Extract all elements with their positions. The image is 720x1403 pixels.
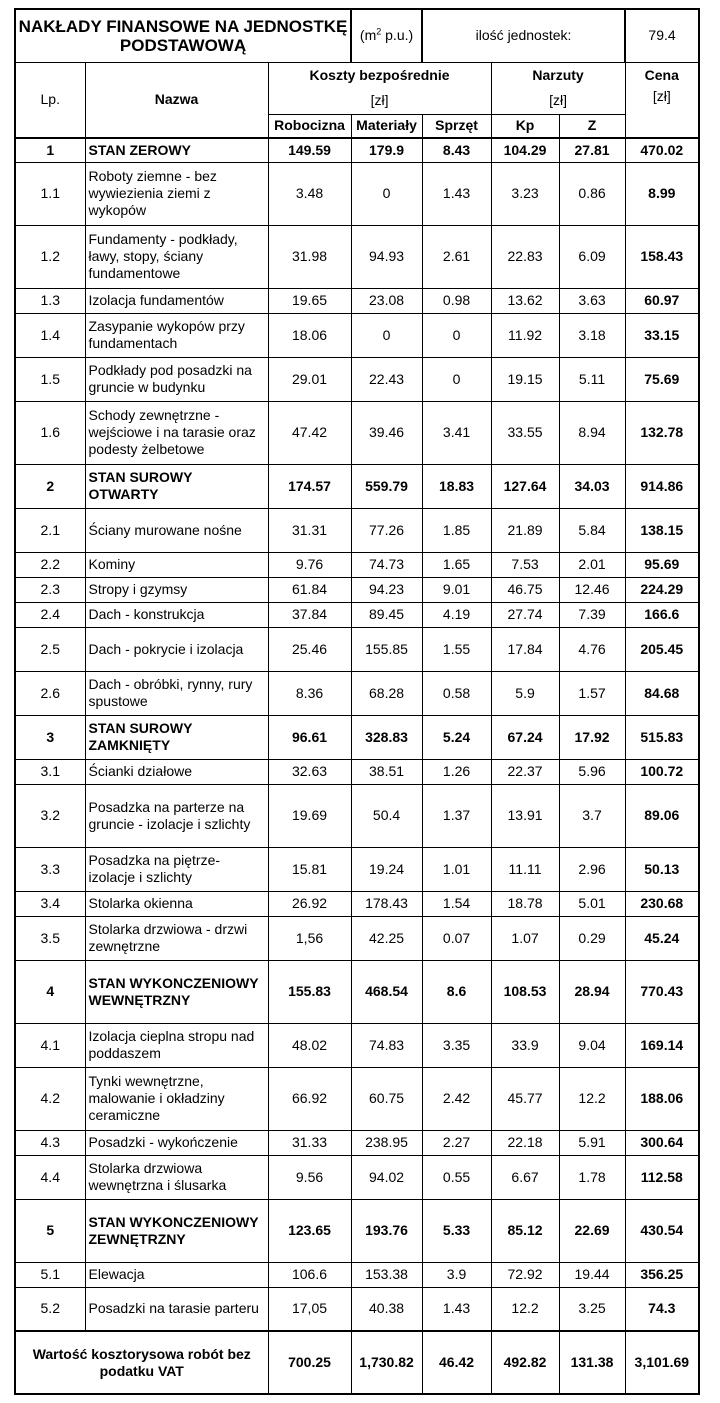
price-cell: 60.97: [625, 288, 699, 313]
name-cell: Zasypanie wykopów przy fundamentach: [85, 313, 268, 357]
kp-cell: 7.53: [491, 552, 559, 577]
price-cell: 8.99: [625, 162, 699, 225]
kp-cell: 11.11: [491, 847, 559, 891]
lp-cell: 1.4: [15, 313, 85, 357]
price-cell: 515.83: [625, 715, 699, 759]
labor-cell: 19.69: [268, 784, 351, 847]
labor-cell: 29.01: [268, 357, 351, 401]
equipment-cell: 1.26: [422, 759, 491, 784]
equipment-cell: 0.55: [422, 1155, 491, 1199]
z-cell: 17.92: [559, 715, 625, 759]
z-cell: 1.78: [559, 1155, 625, 1199]
price-cell: 45.24: [625, 916, 699, 960]
kp-cell: 27.74: [491, 602, 559, 627]
materials-total: 1,730.82: [351, 1331, 422, 1394]
lp-cell: 5.1: [15, 1262, 85, 1287]
price-cell: 224.29: [625, 577, 699, 602]
labor-cell: 32.63: [268, 759, 351, 784]
materials-cell: 74.73: [351, 552, 422, 577]
kp-header: Kp: [491, 114, 559, 138]
table-row: [15, 357, 699, 401]
labor-cell: 8.36: [268, 671, 351, 715]
materials-cell: 22.43: [351, 357, 422, 401]
units-count-label: ilość jednostek:: [422, 9, 625, 62]
labor-cell: 48.02: [268, 1023, 351, 1067]
labor-cell: 25.46: [268, 627, 351, 671]
labor-cell: 15.81: [268, 847, 351, 891]
kp-cell: 22.83: [491, 225, 559, 288]
name-cell: STAN WYKONCZENIOWY ZEWNĘTRZNY: [85, 1199, 268, 1262]
name-cell: Posadzki - wykończenie: [85, 1130, 268, 1155]
cost-table: [14, 8, 700, 1395]
kp-cell: 85.12: [491, 1199, 559, 1262]
materials-cell: 89.45: [351, 602, 422, 627]
materials-cell: 50.4: [351, 784, 422, 847]
name-cell: Izolacja fundamentów: [85, 288, 268, 313]
labor-cell: 19.65: [268, 288, 351, 313]
z-header: Z: [559, 114, 625, 138]
name-cell: Stolarka drzwiowa wewnętrzna i ślusarka: [85, 1155, 268, 1199]
price-cell: 138.15: [625, 508, 699, 552]
lp-cell: 1.2: [15, 225, 85, 288]
z-cell: 3.18: [559, 313, 625, 357]
section-row: [15, 960, 699, 1023]
equipment-cell: 8.6: [422, 960, 491, 1023]
section-row: [15, 1199, 699, 1262]
name-cell: STAN SUROWY ZAMKNIĘTY: [85, 715, 268, 759]
price-cell: 205.45: [625, 627, 699, 671]
labor-cell: 47.42: [268, 401, 351, 464]
table-row: [15, 1067, 699, 1130]
section-row: [15, 464, 699, 508]
kp-cell: 3.23: [491, 162, 559, 225]
price-cell: 169.14: [625, 1023, 699, 1067]
name-cell: Ścianki działowe: [85, 759, 268, 784]
z-cell: 8.94: [559, 401, 625, 464]
materials-cell: 238.95: [351, 1130, 422, 1155]
materials-cell: 77.26: [351, 508, 422, 552]
labor-cell: 17,05: [268, 1287, 351, 1331]
labor-cell: 96.61: [268, 715, 351, 759]
materials-cell: 74.83: [351, 1023, 422, 1067]
equipment-cell: 1.43: [422, 1287, 491, 1331]
z-cell: 12.46: [559, 577, 625, 602]
table-row: [15, 288, 699, 313]
table-row: [15, 1130, 699, 1155]
equipment-cell: 1.65: [422, 552, 491, 577]
labor-header: Robocizna: [268, 114, 351, 138]
table-row: [15, 401, 699, 464]
price-cell: 84.68: [625, 671, 699, 715]
kp-cell: 45.77: [491, 1067, 559, 1130]
kp-cell: 5.9: [491, 671, 559, 715]
price-total: 3,101.69: [625, 1331, 699, 1394]
kp-cell: 13.62: [491, 288, 559, 313]
table-row: [15, 891, 699, 916]
z-cell: 5.91: [559, 1130, 625, 1155]
equipment-cell: 0.98: [422, 288, 491, 313]
lp-cell: 4.4: [15, 1155, 85, 1199]
lp-cell: 5.2: [15, 1287, 85, 1331]
equipment-cell: 2.42: [422, 1067, 491, 1130]
materials-cell: 39.46: [351, 401, 422, 464]
materials-cell: 153.38: [351, 1262, 422, 1287]
kp-cell: 17.84: [491, 627, 559, 671]
materials-cell: 60.75: [351, 1067, 422, 1130]
kp-cell: 11.92: [491, 313, 559, 357]
section-row: [15, 138, 699, 162]
materials-cell: 42.25: [351, 916, 422, 960]
name-cell: Izolacja cieplna stropu nad poddaszem: [85, 1023, 268, 1067]
price-unit: [zł]: [625, 88, 699, 138]
lp-cell: 2.4: [15, 602, 85, 627]
z-cell: 5.11: [559, 357, 625, 401]
equipment-cell: 2.61: [422, 225, 491, 288]
materials-cell: 23.08: [351, 288, 422, 313]
lp-cell: 2.2: [15, 552, 85, 577]
kp-cell: 104.29: [491, 138, 559, 162]
kp-cell: 12.2: [491, 1287, 559, 1331]
lp-header: Lp.: [15, 62, 85, 138]
name-cell: Roboty ziemne - bez wywiezienia ziemi z wykopów: [85, 162, 268, 225]
name-cell: Elewacja: [85, 1262, 268, 1287]
materials-cell: 0: [351, 162, 422, 225]
z-cell: 0.86: [559, 162, 625, 225]
labor-cell: 149.59: [268, 138, 351, 162]
z-cell: 3.7: [559, 784, 625, 847]
equipment-cell: 3.41: [422, 401, 491, 464]
lp-cell: 3.2: [15, 784, 85, 847]
name-cell: Dach - pokrycie i izolacja: [85, 627, 268, 671]
lp-cell: 2.3: [15, 577, 85, 602]
price-cell: 50.13: [625, 847, 699, 891]
name-cell: Stropy i gzymsy: [85, 577, 268, 602]
lp-cell: 3: [15, 715, 85, 759]
table-row: [15, 627, 699, 671]
z-cell: 3.25: [559, 1287, 625, 1331]
table-row: [15, 602, 699, 627]
total-row: [15, 1331, 699, 1394]
equipment-cell: 3.9: [422, 1262, 491, 1287]
kp-cell: 67.24: [491, 715, 559, 759]
unit-label: ($m^2$ p.u.): [351, 9, 422, 62]
name-cell: Posadzka na piętrze- izolacje i szlichty: [85, 847, 268, 891]
name-cell: Stolarka okienna: [85, 891, 268, 916]
materials-cell: 179.9: [351, 138, 422, 162]
table-row: [15, 916, 699, 960]
z-cell: 19.44: [559, 1262, 625, 1287]
name-cell: STAN ZEROWY: [85, 138, 268, 162]
units-count-value: 79.4: [625, 9, 699, 62]
equipment-cell: 2.27: [422, 1130, 491, 1155]
materials-cell: 178.43: [351, 891, 422, 916]
price-cell: 770.43: [625, 960, 699, 1023]
labor-cell: 31.33: [268, 1130, 351, 1155]
labor-cell: 174.57: [268, 464, 351, 508]
equipment-header: Sprzęt: [422, 114, 491, 138]
price-cell: 300.64: [625, 1130, 699, 1155]
price-cell: 95.69: [625, 552, 699, 577]
table-row: [15, 313, 699, 357]
lp-cell: 4.1: [15, 1023, 85, 1067]
equipment-cell: 1.85: [422, 508, 491, 552]
z-cell: 5.01: [559, 891, 625, 916]
name-cell: Kominy: [85, 552, 268, 577]
equipment-cell: 1.43: [422, 162, 491, 225]
surcharges-unit: [zł]: [491, 88, 625, 114]
materials-header: Materiały: [351, 114, 422, 138]
lp-cell: 4: [15, 960, 85, 1023]
lp-cell: 1.5: [15, 357, 85, 401]
name-cell: Schody zewnętrzne - wejściowe i na tarasie oraz podesty żelbetowe: [85, 401, 268, 464]
equipment-cell: 1.01: [422, 847, 491, 891]
kp-cell: 108.53: [491, 960, 559, 1023]
equipment-cell: 18.83: [422, 464, 491, 508]
labor-cell: 123.65: [268, 1199, 351, 1262]
labor-cell: 66.92: [268, 1067, 351, 1130]
labor-cell: 18.06: [268, 313, 351, 357]
materials-cell: 94.93: [351, 225, 422, 288]
z-cell: 2.01: [559, 552, 625, 577]
equipment-cell: 1.37: [422, 784, 491, 847]
materials-cell: 94.23: [351, 577, 422, 602]
lp-cell: 2: [15, 464, 85, 508]
z-cell: 1.57: [559, 671, 625, 715]
name-cell: Fundamenty - podkłady, ławy, stopy, ściany fundamentowe: [85, 225, 268, 288]
name-cell: STAN SUROWY OTWARTY: [85, 464, 268, 508]
name-header: Nazwa: [85, 62, 268, 138]
z-cell: 27.81: [559, 138, 625, 162]
section-row: [15, 715, 699, 759]
direct-costs-unit: [zł]: [268, 88, 491, 114]
table-row: [15, 1023, 699, 1067]
lp-cell: 5: [15, 1199, 85, 1262]
labor-cell: 3.48: [268, 162, 351, 225]
z-cell: 5.96: [559, 759, 625, 784]
z-cell: 9.04: [559, 1023, 625, 1067]
z-cell: 0.29: [559, 916, 625, 960]
price-cell: 188.06: [625, 1067, 699, 1130]
labor-cell: 37.84: [268, 602, 351, 627]
lp-cell: 2.1: [15, 508, 85, 552]
equipment-cell: 3.35: [422, 1023, 491, 1067]
equipment-cell: 5.33: [422, 1199, 491, 1262]
price-cell: 74.3: [625, 1287, 699, 1331]
materials-cell: 559.79: [351, 464, 422, 508]
z-cell: 7.39: [559, 602, 625, 627]
total-label: Wartość kosztorysowa robót bez podatku VAT: [15, 1331, 268, 1394]
price-cell: 430.54: [625, 1199, 699, 1262]
labor-total: 700.25: [268, 1331, 351, 1394]
price-cell: 914.86: [625, 464, 699, 508]
z-cell: 28.94: [559, 960, 625, 1023]
materials-cell: 155.85: [351, 627, 422, 671]
labor-cell: 155.83: [268, 960, 351, 1023]
table-row: [15, 847, 699, 891]
z-cell: 34.03: [559, 464, 625, 508]
materials-cell: 468.54: [351, 960, 422, 1023]
kp-cell: 33.9: [491, 1023, 559, 1067]
equipment-total: 46.42: [422, 1331, 491, 1394]
price-cell: 470.02: [625, 138, 699, 162]
lp-cell: 1.6: [15, 401, 85, 464]
table-row: [15, 759, 699, 784]
labor-cell: 61.84: [268, 577, 351, 602]
name-cell: Posadzka na parterze na gruncie - izolacje i szlichty: [85, 784, 268, 847]
lp-cell: 3.1: [15, 759, 85, 784]
materials-cell: 94.02: [351, 1155, 422, 1199]
equipment-cell: 0: [422, 313, 491, 357]
kp-cell: 19.15: [491, 357, 559, 401]
equipment-cell: 9.01: [422, 577, 491, 602]
materials-cell: 0: [351, 313, 422, 357]
equipment-cell: 0: [422, 357, 491, 401]
name-cell: Ściany murowane nośne: [85, 508, 268, 552]
kp-cell: 6.67: [491, 1155, 559, 1199]
table-row: [15, 1262, 699, 1287]
table-row: [15, 552, 699, 577]
price-cell: 230.68: [625, 891, 699, 916]
materials-cell: 328.83: [351, 715, 422, 759]
kp-cell: 1.07: [491, 916, 559, 960]
labor-cell: 9.76: [268, 552, 351, 577]
name-cell: Tynki wewnętrzne, malowanie i okładziny ceramiczne: [85, 1067, 268, 1130]
lp-cell: 1: [15, 138, 85, 162]
materials-cell: 193.76: [351, 1199, 422, 1262]
lp-cell: 4.3: [15, 1130, 85, 1155]
lp-cell: 3.5: [15, 916, 85, 960]
labor-cell: 9.56: [268, 1155, 351, 1199]
kp-cell: 72.92: [491, 1262, 559, 1287]
table-row: [15, 671, 699, 715]
materials-cell: 38.51: [351, 759, 422, 784]
name-cell: Podkłady pod posadzki na gruncie w budynku: [85, 357, 268, 401]
kp-total: 492.82: [491, 1331, 559, 1394]
z-cell: 5.84: [559, 508, 625, 552]
lp-cell: 3.3: [15, 847, 85, 891]
surcharges-header: Narzuty: [491, 62, 625, 88]
direct-costs-header: Koszty bezpośrednie: [268, 62, 491, 88]
lp-cell: 4.2: [15, 1067, 85, 1130]
price-cell: 100.72: [625, 759, 699, 784]
equipment-cell: 0.07: [422, 916, 491, 960]
name-cell: Posadzki na tarasie parteru: [85, 1287, 268, 1331]
z-cell: 2.96: [559, 847, 625, 891]
z-total: 131.38: [559, 1331, 625, 1394]
z-cell: 22.69: [559, 1199, 625, 1262]
table-title: NAKŁADY FINANSOWE NA JEDNOSTKĘ PODSTAWOWĄ: [15, 9, 351, 62]
lp-cell: 2.6: [15, 671, 85, 715]
table-row: [15, 577, 699, 602]
table-row: [15, 1155, 699, 1199]
table-row: [15, 162, 699, 225]
price-cell: 89.06: [625, 784, 699, 847]
labor-cell: 31.31: [268, 508, 351, 552]
kp-cell: 127.64: [491, 464, 559, 508]
table-row: [15, 1287, 699, 1331]
lp-cell: 1.3: [15, 288, 85, 313]
materials-cell: 40.38: [351, 1287, 422, 1331]
price-header: Cena: [625, 62, 699, 88]
price-cell: 112.58: [625, 1155, 699, 1199]
name-cell: Dach - obróbki, rynny, rury spustowe: [85, 671, 268, 715]
labor-cell: 106.6: [268, 1262, 351, 1287]
table-row: [15, 784, 699, 847]
equipment-cell: 1.55: [422, 627, 491, 671]
name-cell: Dach - konstrukcja: [85, 602, 268, 627]
kp-cell: 33.55: [491, 401, 559, 464]
equipment-cell: 1.54: [422, 891, 491, 916]
equipment-cell: 5.24: [422, 715, 491, 759]
price-cell: 166.6: [625, 602, 699, 627]
name-cell: STAN WYKONCZENIOWY WEWNĘTRZNY: [85, 960, 268, 1023]
price-cell: 75.69: [625, 357, 699, 401]
lp-cell: 3.4: [15, 891, 85, 916]
kp-cell: 21.89: [491, 508, 559, 552]
name-cell: Stolarka drzwiowa - drzwi zewnętrzne: [85, 916, 268, 960]
z-cell: 4.76: [559, 627, 625, 671]
z-cell: 12.2: [559, 1067, 625, 1130]
kp-cell: 13.91: [491, 784, 559, 847]
table-row: [15, 225, 699, 288]
equipment-cell: 4.19: [422, 602, 491, 627]
materials-cell: 19.24: [351, 847, 422, 891]
kp-cell: 18.78: [491, 891, 559, 916]
price-cell: 356.25: [625, 1262, 699, 1287]
price-cell: 33.15: [625, 313, 699, 357]
price-cell: 132.78: [625, 401, 699, 464]
price-cell: 158.43: [625, 225, 699, 288]
lp-cell: 1.1: [15, 162, 85, 225]
equipment-cell: 8.43: [422, 138, 491, 162]
lp-cell: 2.5: [15, 627, 85, 671]
z-cell: 6.09: [559, 225, 625, 288]
labor-cell: 1,56: [268, 916, 351, 960]
labor-cell: 31.98: [268, 225, 351, 288]
z-cell: 3.63: [559, 288, 625, 313]
kp-cell: 22.37: [491, 759, 559, 784]
labor-cell: 26.92: [268, 891, 351, 916]
materials-cell: 68.28: [351, 671, 422, 715]
kp-cell: 22.18: [491, 1130, 559, 1155]
table-row: [15, 508, 699, 552]
kp-cell: 46.75: [491, 577, 559, 602]
equipment-cell: 0.58: [422, 671, 491, 715]
